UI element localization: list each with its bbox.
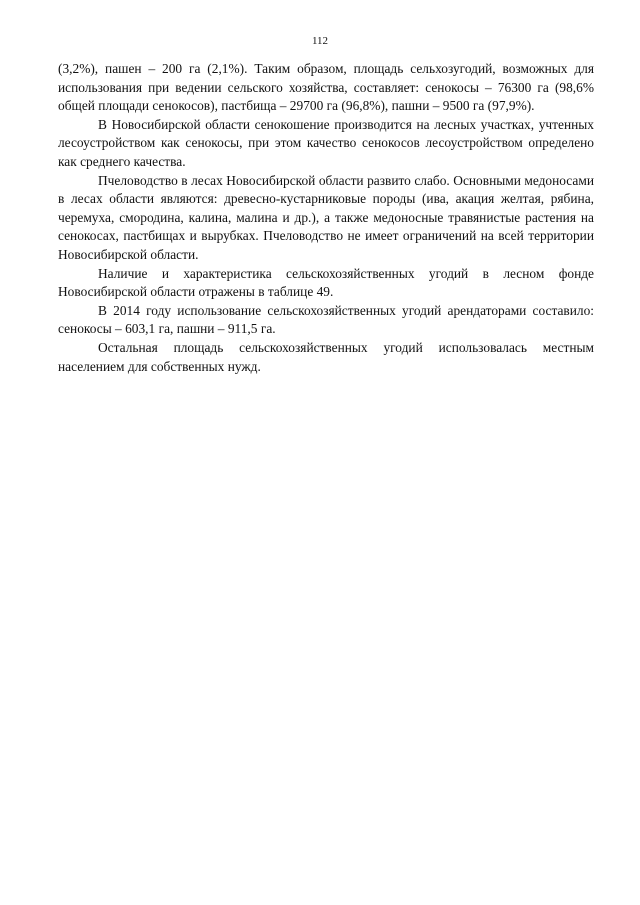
paragraph-6: Остальная площадь сельскохозяйственных угодий использовалась местным населением для собственных нужд. xyxy=(58,339,594,374)
page-number: 112 xyxy=(311,35,329,47)
document-body xyxy=(58,60,594,376)
paragraph-2: В Новосибирской области сенокошение производится на лесных участках, учтенных лесоустройством как сенокосы, при этом качество сенокосов лесоустройством определено как среднего качества. xyxy=(58,116,594,169)
paragraph-3: Пчеловодство в лесах Новосибирской области развито слабо. Основными медоносами в лесах области являются: древесно-кустарниковые породы (ива, акация желтая, рябина, черемуха, смородина, калина, малина и др.), а также медоносные травянистые растения на сенокосах, пастбищах и вырубках. Пчеловодство не имеет ограничений на всей территории Новосибирской области. xyxy=(58,172,594,262)
paragraph-4: Наличие и характеристика сельскохозяйственных угодий в лесном фонде Новосибирской области отражены в таблице 49. xyxy=(58,265,594,300)
paragraph-1: (3,2%), пашен – 200 га (2,1%). Таким образом, площадь сельхозугодий, возможных для использования при ведении сельского хозяйства, составляет: сенокосы – 76300 га (98,6% общей площади сенокосов), пастбища – 29700 га (96,8%), пашни – 9500 га (97,9%). xyxy=(58,61,594,114)
paragraph-5: В 2014 году использование сельскохозяйственных угодий арендаторами составило: сенокосы – 603,1 га, пашни – 911,5 га. xyxy=(58,302,594,337)
